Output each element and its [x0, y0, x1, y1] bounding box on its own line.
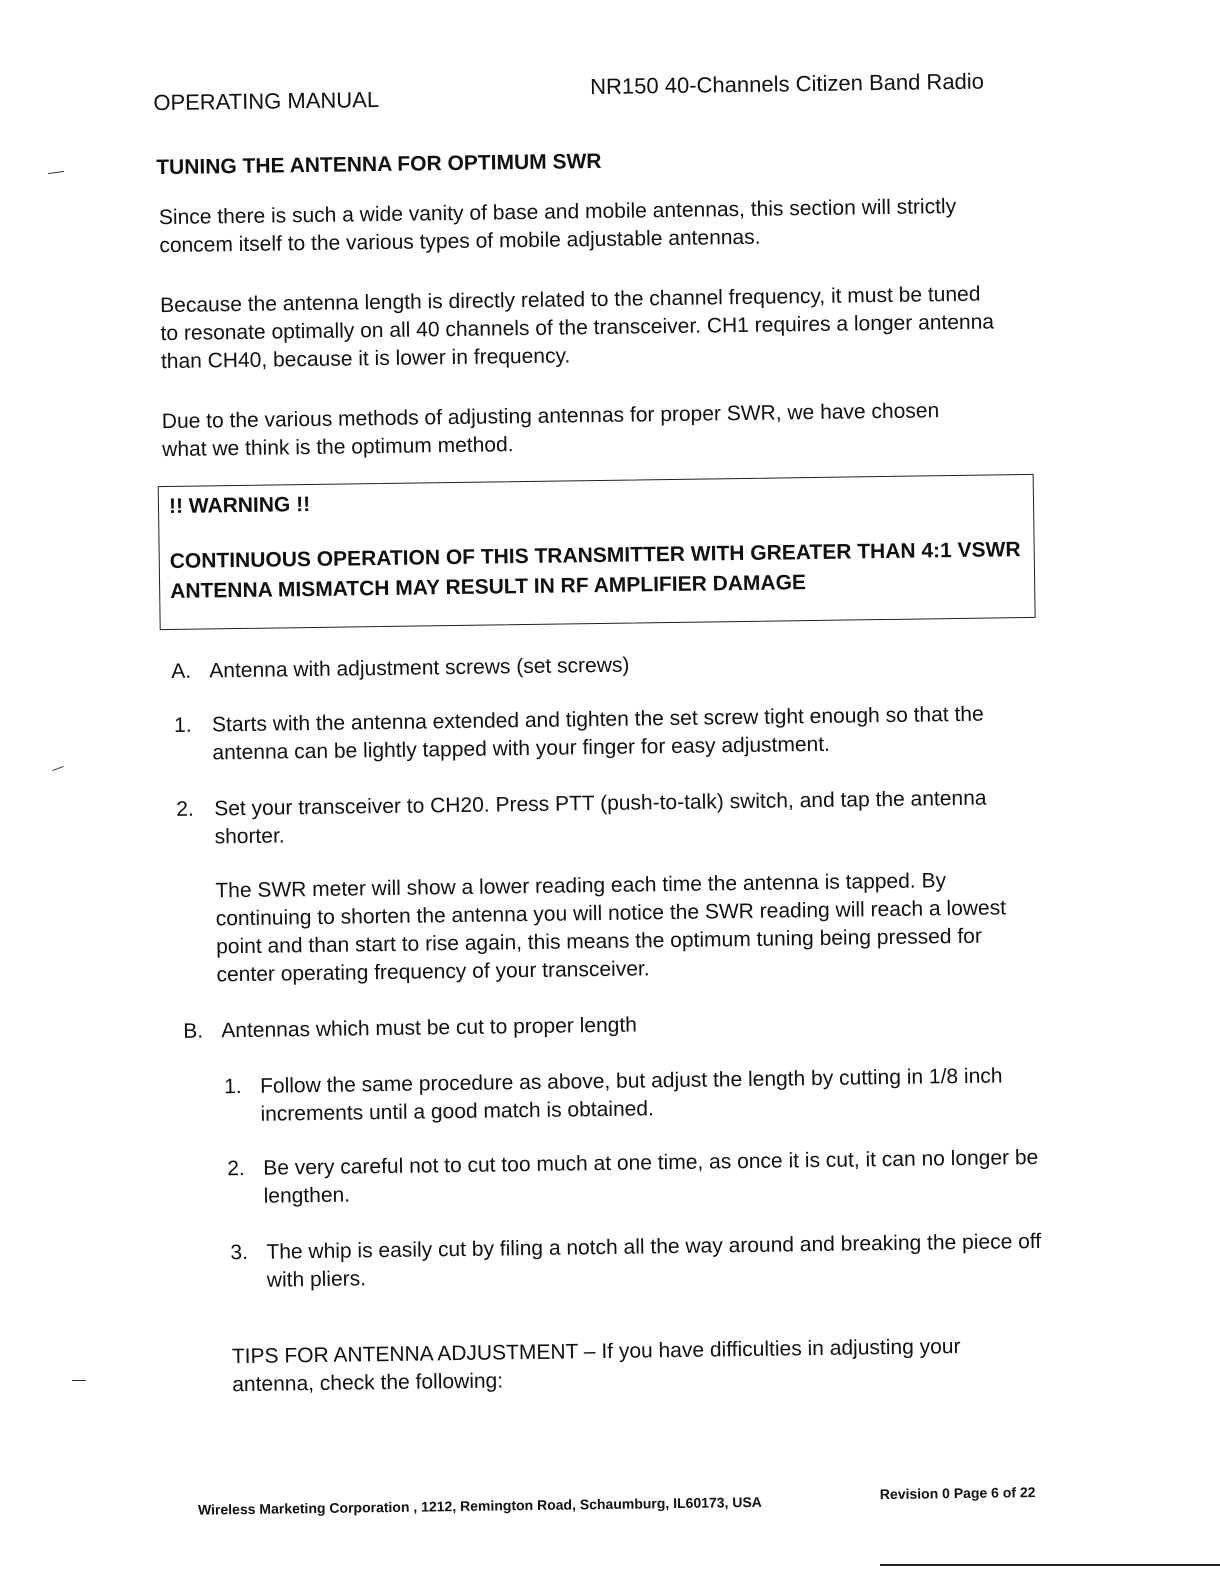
section-b-marker: B.	[183, 1019, 204, 1043]
list-item	[227, 1144, 1048, 1211]
section-heading: TUNING THE ANTENNA FOR OPTIMUM SWR	[156, 149, 602, 180]
list-item-marker: 2.	[176, 797, 194, 821]
scan-mark	[72, 1380, 86, 1381]
warning-box	[158, 474, 1036, 630]
list-item-marker: 2.	[227, 1156, 245, 1181]
list-item-marker: 1.	[223, 1075, 242, 1099]
footer-page-info: Revision 0 Page 6 of 22	[879, 1483, 1036, 1503]
list-item	[174, 700, 1015, 768]
list-item	[176, 784, 1017, 852]
section-a-note	[215, 866, 1016, 989]
warning-text: CONTINUOUS OPERATION OF THIS TRANSMITTER WITH GREATER THAN 4:1 VSWR ANTENNA MISMATCH MAY RESULT IN RF AMPLIFIER DAMAGE	[169, 538, 1021, 603]
section-a	[171, 646, 1011, 686]
list-item-text: The whip is easily cut by filing a notch all the way around and breaking the piece off with pliers.	[266, 1229, 1042, 1292]
note-text: The SWR meter will show a lower reading each time the antenna is tapped. By continuing to shorten the antenna you will notice the SWR reading will reach a lowest point and than start to rise again, this means the optimum tuning being pressed for center operating frequency of your transceiver.	[215, 869, 1007, 987]
header-product-name: NR150 40-Channels Citizen Band Radio	[590, 68, 985, 100]
warning-title: !! WARNING !!	[168, 493, 311, 518]
paragraph-methods: Due to the various methods of adjusting antennas for proper SWR, we have chosen what we think is the optimum method.	[161, 399, 940, 462]
paragraph-intro: Since there is such a wide vanity of base and mobile antennas, this section will strictly concem itself to the various types of mobile adjustable antennas.	[158, 194, 957, 258]
list-item-text: Starts with the antenna extended and tighten the set screw tight enough so that the antenna can be lightly tapped with your finger for easy adjustment.	[211, 702, 984, 765]
list-item-marker: 1.	[173, 713, 192, 737]
header-manual-title: OPERATING MANUAL	[153, 87, 380, 116]
section-a-title: Antenna with adjustment screws (set screws)	[209, 653, 630, 683]
footer-company-address: Wireless Marketing Corporation , 1212, Remington Road, Schaumburg, IL60173, USA	[197, 1493, 762, 1518]
section-b-title: Antennas which must be cut to proper length	[221, 1013, 638, 1043]
list-item	[230, 1228, 1061, 1296]
list-item-text: Follow the same procedure as above, but adjust the length by cutting in 1/8 inch increments until a good match is obtained.	[259, 1064, 1003, 1126]
list-item-marker: 3.	[230, 1240, 249, 1265]
list-item	[224, 1062, 1025, 1129]
tips-paragraph: TIPS FOR ANTENNA ADJUSTMENT – If you have difficulties in adjusting your antenna, check the following:	[231, 1335, 961, 1397]
scan-edge-line	[880, 1564, 1220, 1566]
list-item-text: Set your transceiver to CH20. Press PTT (push-to-talk) switch, and tap the antenna shorter.	[214, 786, 987, 849]
list-item-text: Be very careful not to cut too much at one time, as once it is cut, it can no longer be lengthen.	[263, 1145, 1039, 1208]
section-b	[183, 1006, 1023, 1046]
paragraph-antenna-length: Because the antenna length is directly related to the channel frequency, it must be tuned to resonate optimally on all 40 channels of the transceiver. CH1 requires a longer antenna than CH40, because it is lower in frequency.	[160, 282, 995, 374]
section-a-marker: A.	[171, 659, 192, 683]
